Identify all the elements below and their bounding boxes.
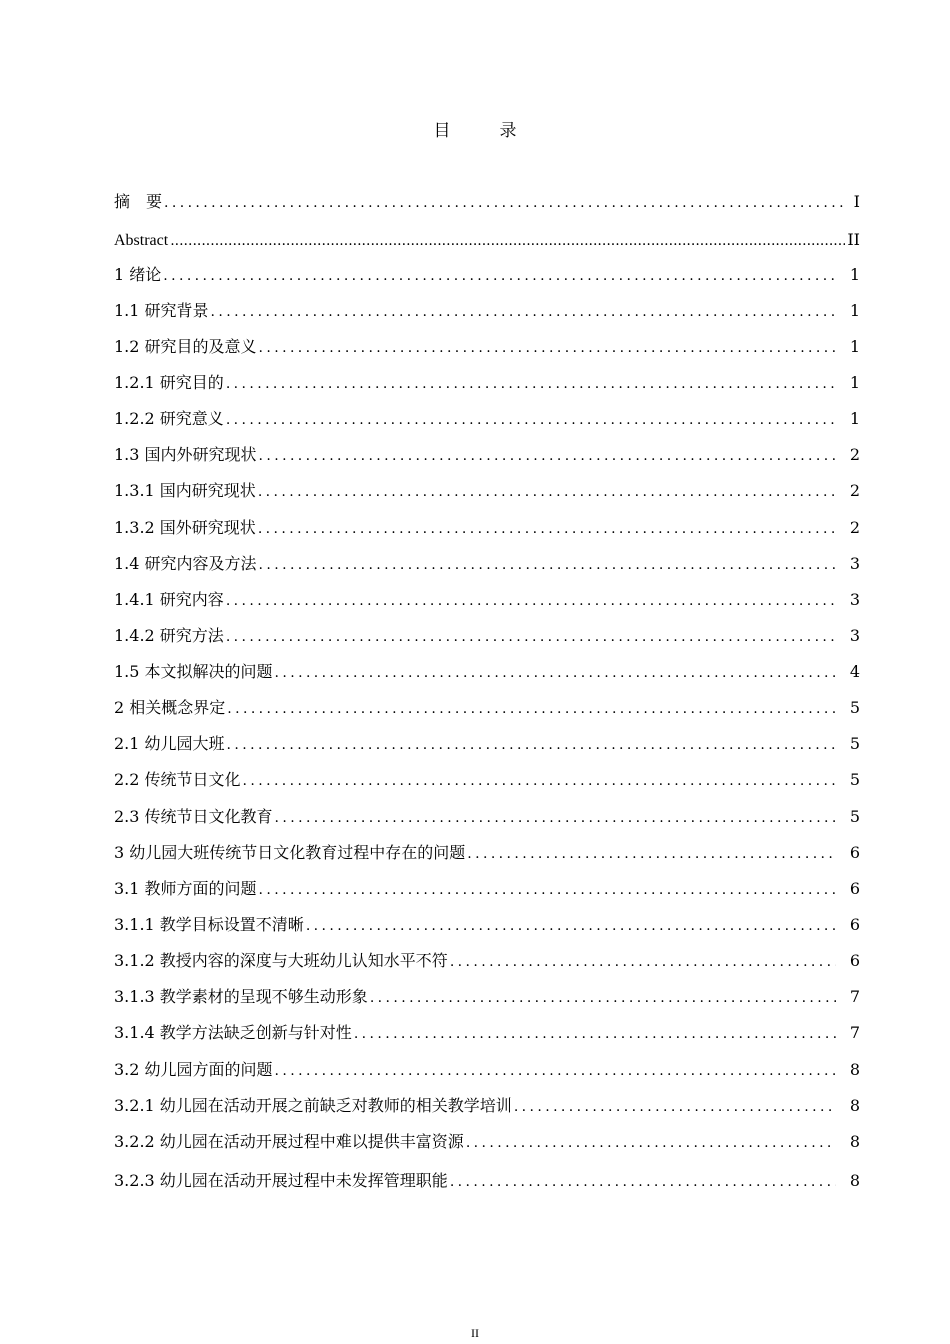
toc-leader-dots <box>450 1171 836 1193</box>
toc-entry[interactable] <box>114 1131 860 1153</box>
toc-entry-label: 2 相关概念界定 <box>114 698 226 717</box>
toc-entry-label: 3.1.4 教学方法缺乏创新与针对性 <box>114 1023 352 1042</box>
toc-entry-label: 3.1.1 教学目标设置不清晰 <box>114 915 304 934</box>
toc-leader-dots <box>370 987 836 1009</box>
toc-leader-dots <box>243 770 836 792</box>
toc-entry[interactable] <box>114 517 860 539</box>
toc-entry[interactable] <box>114 986 860 1008</box>
toc-entry-page: II <box>847 230 860 249</box>
toc-entry[interactable] <box>114 661 860 683</box>
toc-entry[interactable] <box>114 733 860 755</box>
toc-entry-page: 1 <box>849 373 860 392</box>
toc-entry[interactable] <box>114 914 860 936</box>
toc-entry-page: 6 <box>849 879 860 898</box>
toc-entry[interactable] <box>114 553 860 575</box>
toc-entry-label: 1.5 本文拟解决的问题 <box>114 662 273 681</box>
toc-entry-label: 1.3.1 国内研究现状 <box>114 481 256 500</box>
toc-entry[interactable] <box>114 191 860 213</box>
toc-entry[interactable] <box>114 444 860 466</box>
toc-title: 目 录 <box>433 121 533 141</box>
toc-entry-label: 3.2 幼儿园方面的问题 <box>114 1060 273 1079</box>
toc-leader-dots <box>259 879 836 901</box>
toc-entry-page: 5 <box>849 698 860 717</box>
toc-leader-dots <box>164 192 846 214</box>
toc-leader-dots <box>306 915 836 937</box>
toc-entry-label: 1.4.2 研究方法 <box>114 626 224 645</box>
toc-leader-dots <box>275 1060 836 1082</box>
toc-entry-label: 1.3 国内外研究现状 <box>114 445 257 464</box>
toc-entry[interactable] <box>114 480 860 502</box>
toc-entry[interactable] <box>114 1095 860 1117</box>
toc-entry[interactable] <box>114 878 860 900</box>
toc-entry-page: 1 <box>849 301 860 320</box>
toc-leader-dots <box>170 230 845 252</box>
toc-entry[interactable] <box>114 950 860 972</box>
toc-entry-page: 1 <box>849 409 860 428</box>
toc-entry-label: Abstract <box>114 232 169 249</box>
toc-entry-page: 7 <box>849 1023 860 1042</box>
toc-entry-label: 2.3 传统节日文化教育 <box>114 807 273 826</box>
toc-entry[interactable] <box>114 625 860 647</box>
toc-leader-dots <box>354 1023 836 1045</box>
toc-leader-dots <box>275 807 836 829</box>
toc-leader-dots <box>211 301 836 323</box>
toc-entry-page: 5 <box>849 770 860 789</box>
toc-entry-label: 1.2 研究目的及意义 <box>114 337 257 356</box>
toc-entry[interactable] <box>114 264 860 286</box>
toc-entry[interactable] <box>114 1059 860 1081</box>
toc-entry[interactable] <box>114 336 860 358</box>
toc-entry-label: 摘 要 <box>114 192 163 211</box>
toc-entry-label: 3.2.1 幼儿园在活动开展之前缺乏对教师的相关教学培训 <box>114 1096 512 1115</box>
toc-entry-page: 6 <box>849 843 860 862</box>
toc-entry-page: 6 <box>849 915 860 934</box>
toc-entry-page: 8 <box>849 1132 860 1151</box>
toc-entry-label: 3.1.2 教授内容的深度与大班幼儿认知水平不符 <box>114 951 448 970</box>
toc-entry-label: 1.4.1 研究内容 <box>114 590 224 609</box>
toc-entry-label: 1.1 研究背景 <box>114 301 209 320</box>
toc-leader-dots <box>226 626 836 648</box>
toc-entry-page: 1 <box>849 265 860 284</box>
toc-entry-label: 2.1 幼儿园大班 <box>114 734 225 753</box>
toc-entry-page: 8 <box>849 1060 860 1079</box>
toc-entry[interactable] <box>114 408 860 430</box>
toc-entry-page: 2 <box>849 445 860 464</box>
toc-entry-label: 3.1 教师方面的问题 <box>114 879 257 898</box>
toc-entry-label: 1.2.2 研究意义 <box>114 409 224 428</box>
toc-entry[interactable] <box>114 842 860 864</box>
toc-entry-page: 4 <box>849 662 860 681</box>
toc-leader-dots <box>450 951 836 973</box>
toc-entry-page: 2 <box>849 481 860 500</box>
toc-entry[interactable] <box>114 806 860 828</box>
toc-entry-label: 1.2.1 研究目的 <box>114 373 224 392</box>
toc-entry[interactable] <box>114 769 860 791</box>
toc-leader-dots <box>258 481 836 503</box>
toc-entry-label: 1 绪论 <box>114 265 162 284</box>
toc-leader-dots <box>514 1096 836 1118</box>
toc-leader-dots <box>259 337 836 359</box>
toc-entry-label: 3.1.3 教学素材的呈现不够生动形象 <box>114 987 368 1006</box>
toc-entry-page: 1 <box>849 337 860 356</box>
toc-leader-dots <box>466 1132 836 1154</box>
toc-entry-label: 3.2.3 幼儿园在活动开展过程中未发挥管理职能 <box>114 1171 448 1190</box>
toc-entry-label: 1.4 研究内容及方法 <box>114 554 257 573</box>
toc-entry-label: 3 幼儿园大班传统节日文化教育过程中存在的问题 <box>114 843 466 862</box>
toc-entry-label: 3.2.2 幼儿园在活动开展过程中难以提供丰富资源 <box>114 1132 464 1151</box>
toc-entry-page: 8 <box>849 1171 860 1190</box>
toc-entry[interactable] <box>114 697 860 719</box>
footer-page-number: II <box>471 1326 479 1340</box>
toc-leader-dots <box>259 554 836 576</box>
toc-entry[interactable] <box>114 229 860 251</box>
toc-entry-page: 3 <box>849 554 860 573</box>
toc-entry-page: 6 <box>849 951 860 970</box>
toc-entry-page: 3 <box>849 590 860 609</box>
toc-entry-page: 7 <box>849 987 860 1006</box>
toc-leader-dots <box>227 734 836 756</box>
toc-entry[interactable] <box>114 300 860 322</box>
toc-entry[interactable] <box>114 589 860 611</box>
toc-leader-dots <box>227 698 836 720</box>
toc-entry-page: 5 <box>849 807 860 826</box>
toc-entry-label: 1.3.2 国外研究现状 <box>114 518 256 537</box>
toc-entry-page: 5 <box>849 734 860 753</box>
toc-leader-dots <box>467 843 836 865</box>
toc-entry-page: 2 <box>849 518 860 537</box>
toc-leader-dots <box>226 409 836 431</box>
toc-entry[interactable] <box>114 372 860 394</box>
toc-entry-page: 8 <box>849 1096 860 1115</box>
toc-leader-dots <box>226 373 836 395</box>
toc-leader-dots <box>258 518 836 540</box>
toc-entry[interactable] <box>114 1170 860 1192</box>
toc-leader-dots <box>226 590 836 612</box>
toc-entry-page: I <box>853 192 860 211</box>
toc-entry-label: 2.2 传统节日文化 <box>114 770 241 789</box>
toc-entry[interactable] <box>114 1022 860 1044</box>
toc-leader-dots <box>275 662 836 684</box>
toc-leader-dots <box>163 265 836 287</box>
toc-entry-page: 3 <box>849 626 860 645</box>
toc-leader-dots <box>259 445 836 467</box>
